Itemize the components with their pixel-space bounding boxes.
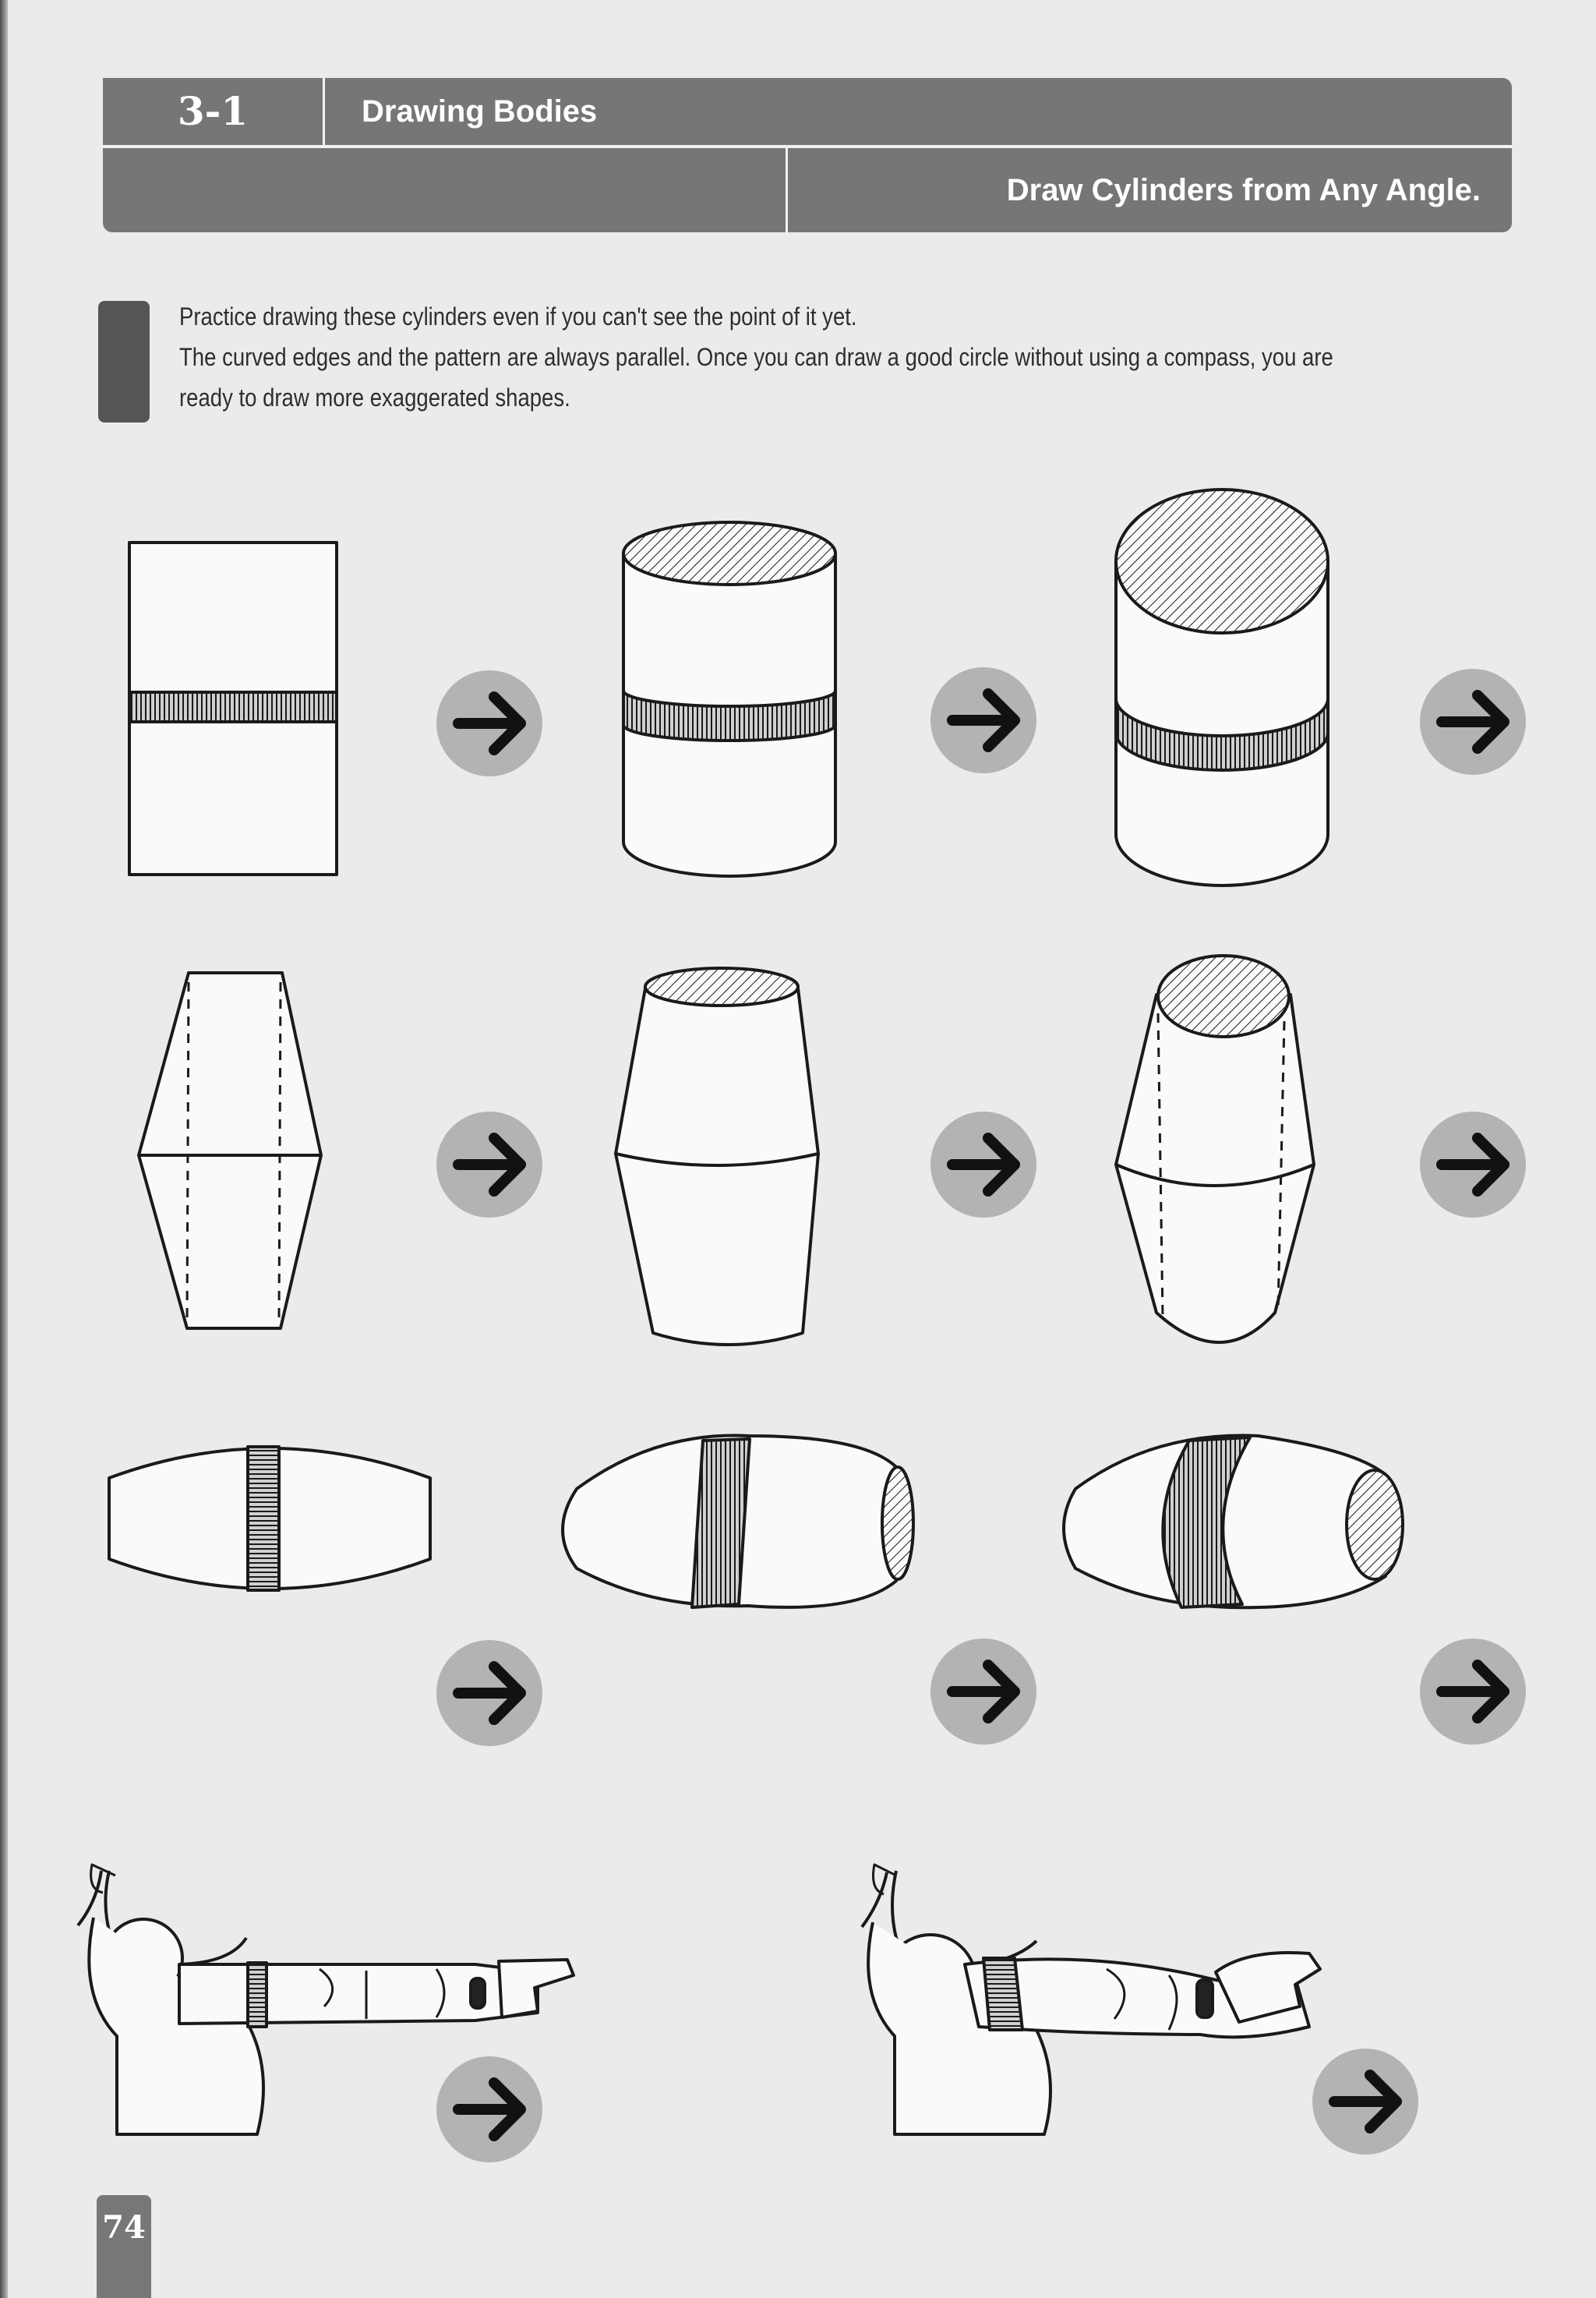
barrel-high-angle <box>1064 1436 1403 1608</box>
tapered-front-view <box>139 973 321 1328</box>
arrow-right-icon <box>930 1112 1036 1218</box>
arrow-right-icon <box>930 1639 1036 1745</box>
tapered-high-angle <box>1116 956 1314 1342</box>
page-number: 74 <box>102 2209 146 2246</box>
intro-line-2: The curved edges and the pattern are always parallel. Once you can draw a good circle without using a compass, you are <box>179 343 1333 371</box>
arrow-right-icon <box>1312 2049 1418 2155</box>
section-title: Drawing Bodies <box>362 94 598 129</box>
arrow-right-icon <box>436 1112 542 1218</box>
tapered-slight-angle <box>616 968 818 1345</box>
arrow-right-icon <box>1420 669 1526 775</box>
intro-line-3: ready to draw more exaggerated shapes. <box>179 384 570 412</box>
page-number-tab <box>97 2195 151 2298</box>
cylinder-slight-angle <box>623 522 835 876</box>
cylinder-front-view <box>129 543 337 875</box>
chapter-number: 3-1 <box>177 88 249 134</box>
barrel-front-view <box>109 1447 430 1590</box>
topic-title: Draw Cylinders from Any Angle. <box>1006 173 1481 207</box>
cylinder-high-angle <box>1116 490 1328 886</box>
arrow-right-icon <box>436 1640 542 1746</box>
arrow-right-icon <box>436 2056 542 2162</box>
barrel-slight-angle <box>563 1436 913 1607</box>
arrow-right-icon <box>1420 1639 1526 1745</box>
arrow-right-icon <box>436 670 542 776</box>
arm-angled-view <box>862 1865 1320 2134</box>
arrow-right-icon <box>930 667 1036 773</box>
intro-line-1: Practice drawing these cylinders even if you can't see the point of it yet. <box>179 302 857 331</box>
arrow-right-icon <box>1420 1112 1526 1218</box>
